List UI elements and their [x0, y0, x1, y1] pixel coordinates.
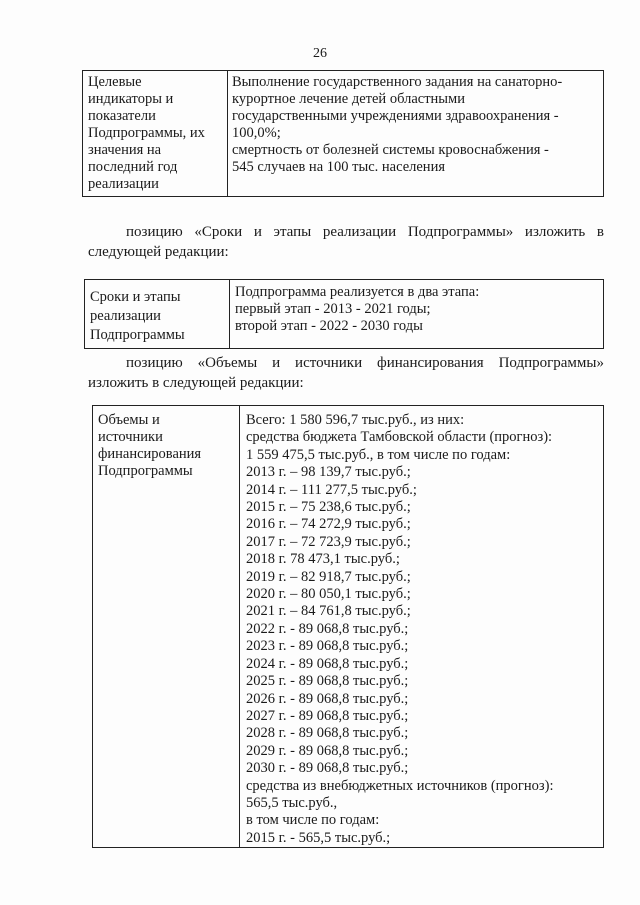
label-line: Подпрограммы, их [88, 125, 205, 141]
value-line: 1 559 475,5 тыс.руб., в том числе по годам: [246, 446, 511, 463]
value-line: 2028 г. - 89 068,8 тыс.руб.; [246, 725, 409, 742]
value-line: 2021 г. – 84 761,8 тыс.руб.; [246, 603, 411, 620]
value-line: 2017 г. – 72 723,9 тыс.руб.; [246, 533, 411, 550]
targets-label-cell [83, 71, 228, 197]
value-line: второй этап - 2022 - 2030 годы [235, 318, 423, 334]
value-line: смертность от болезней системы кровоснабжения - [232, 142, 549, 158]
targets-table [82, 70, 604, 197]
value-line: 2029 г. - 89 068,8 тыс.руб.; [246, 742, 409, 759]
value-line: государственными учреждениями здравоохранения - [232, 108, 559, 124]
label-line: Объемы и [98, 412, 160, 428]
value-line: 2023 г. - 89 068,8 тыс.руб.; [246, 638, 409, 655]
label-line: индикаторы и [88, 91, 174, 107]
table-row [83, 71, 604, 197]
value-line: 545 случаев на 100 тыс. населения [232, 159, 445, 175]
value-line: 2014 г. – 111 277,5 тыс.руб.; [246, 481, 417, 498]
value-line: 2013 г. – 98 139,7 тыс.руб.; [246, 464, 411, 481]
label-line: Целевые [88, 74, 142, 90]
value-line: 2018 г. 78 473,1 тыс.руб.; [246, 551, 400, 568]
paragraph-terms [88, 222, 604, 262]
value-line: средства из внебюджетных источников (прогноз): [246, 777, 554, 794]
value-line: 2030 г. - 89 068,8 тыс.руб.; [246, 760, 409, 777]
value-line: 2025 г. - 89 068,8 тыс.руб.; [246, 673, 409, 690]
paragraph-line: следующей редакции: [88, 244, 229, 260]
label-line: реализации [90, 308, 161, 324]
value-line: 565,5 тыс.руб., [246, 794, 338, 811]
value-line: 2020 г. – 80 050,1 тыс.руб.; [246, 586, 411, 603]
targets-value-cell [228, 71, 604, 197]
value-line: 2026 г. - 89 068,8 тыс.руб.; [246, 690, 409, 707]
value-line: Всего: 1 580 596,7 тыс.руб., из них: [246, 412, 465, 428]
value-line: Подпрограмма реализуется в два этапа: [235, 284, 480, 300]
value-line: 100,0%; [232, 125, 281, 141]
value-line: 2015 г. – 75 238,6 тыс.руб.; [246, 499, 411, 516]
value-line: 2027 г. - 89 068,8 тыс.руб.; [246, 707, 409, 724]
value-line: 2016 г. – 74 272,9 тыс.руб.; [246, 516, 411, 533]
label-line: значения на [88, 142, 162, 158]
value-line: средства бюджета Тамбовской области (прогноз): [246, 429, 553, 446]
label-line: источники [98, 429, 163, 445]
terms-value-cell [230, 280, 604, 349]
value-line: в том числе по годам: [246, 812, 380, 829]
terms-table [84, 279, 604, 349]
table-row [93, 406, 604, 848]
label-line: последний год [88, 159, 178, 175]
funding-label-cell [93, 406, 240, 848]
label-line: реализации [88, 176, 159, 192]
label-line: Подпрограммы [98, 463, 193, 479]
value-line: 2015 г. - 565,5 тыс.руб.; [246, 829, 391, 846]
funding-table [92, 405, 604, 848]
paragraph-line: позицию «Сроки и этапы реализации Подпрограммы» изложить в [126, 224, 604, 240]
value-line: Выполнение государственного задания на санаторно- [232, 74, 563, 90]
label-line: финансирования [98, 446, 202, 462]
paragraph-line: изложить в следующей редакции: [88, 375, 304, 391]
terms-label-cell [85, 280, 230, 349]
value-line: 2024 г. - 89 068,8 тыс.руб.; [246, 655, 409, 672]
page-number: 26 [313, 46, 327, 61]
funding-value-cell [240, 406, 604, 848]
label-line: Сроки и этапы [90, 289, 181, 305]
paragraph-funding [88, 353, 604, 393]
value-line: 2019 г. – 82 918,7 тыс.руб.; [246, 568, 411, 585]
table-row [85, 280, 604, 349]
paragraph-line: позицию «Объемы и источники финансирования Подпрограммы» [126, 355, 604, 371]
value-line: 2022 г. - 89 068,8 тыс.руб.; [246, 620, 409, 637]
value-line: первый этап - 2013 - 2021 годы; [235, 301, 431, 317]
label-line: показатели [88, 108, 156, 124]
label-line: Подпрограммы [90, 327, 185, 343]
value-line: курортное лечение детей областными [232, 91, 465, 107]
